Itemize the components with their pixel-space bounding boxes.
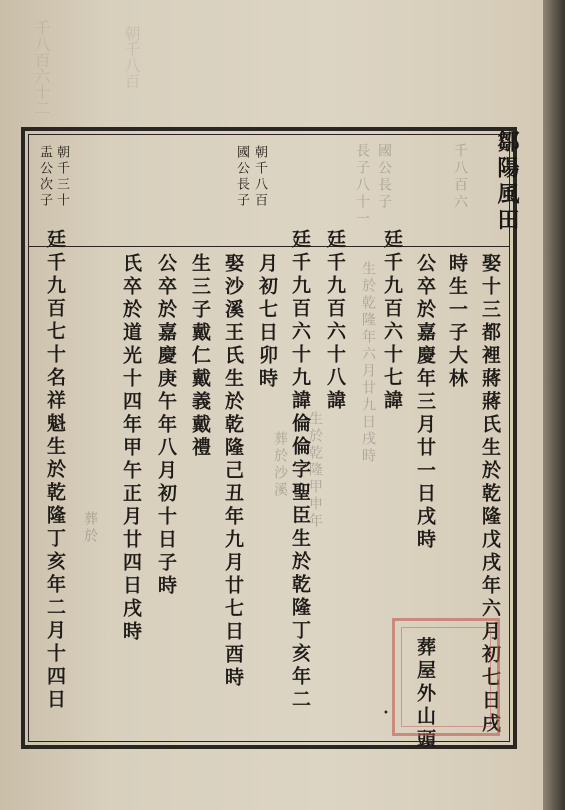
faint-top-note: 千八百六	[452, 143, 468, 211]
top-note: 朝千八百	[252, 145, 267, 209]
faint-column: 生於乾隆甲申年	[307, 411, 323, 530]
top-note: 朝千三十	[54, 145, 69, 209]
bleed-through-text: 朝千八百	[122, 25, 141, 89]
seal-stamp	[392, 618, 500, 736]
text-column: 娶沙溪王氏生於乾隆己丑年九月廿七日酉時	[222, 253, 244, 690]
text-column: 生三子戴仁戴義戴禮	[189, 253, 211, 460]
text-column: 廷千九百七十名祥魁生於乾隆丁亥年二月十四日	[44, 229, 66, 712]
faint-top-note: 國公長子	[376, 143, 392, 211]
top-note: 盂公次子	[37, 145, 52, 209]
faint-top-note: 長子八十一	[354, 143, 370, 228]
text-column: 廷千九百六十八諱	[324, 229, 346, 413]
faint-column: 生於乾隆年六月廿九日戌時	[360, 261, 376, 465]
text-column: 時生一子大林	[446, 253, 468, 391]
top-note: 國公長子	[234, 145, 249, 209]
ink-mark: •	[383, 708, 389, 719]
seal-inner-border	[401, 627, 491, 727]
text-column: 廷千九百六十九諱倫倫字聖臣生於乾隆丁亥年二	[289, 229, 311, 712]
bleed-through-text: 千八百六十二	[32, 20, 51, 116]
book-spine	[543, 0, 565, 810]
frame-divider	[29, 246, 509, 247]
text-column: 公卒於嘉慶庚午年八月初十日子時	[155, 253, 177, 598]
page-title: 鄒陽風田	[494, 130, 520, 234]
text-column: 氏卒於道光十四年甲午正月廿四日戌時	[120, 253, 142, 644]
text-column: 公卒於嘉慶年三月廿一日戌時	[414, 253, 436, 552]
faint-column: 葬於	[82, 511, 98, 545]
faint-column: 葬於沙溪	[272, 431, 288, 499]
text-column: 廷千九百六十七諱	[381, 229, 403, 413]
text-column: 娶十三都裡蔣蔣氏生於乾隆戊戌年六月初七日戌	[479, 253, 501, 736]
text-column: 葬屋外山頭	[414, 637, 436, 752]
text-column: 月初七日卯時	[256, 253, 278, 391]
